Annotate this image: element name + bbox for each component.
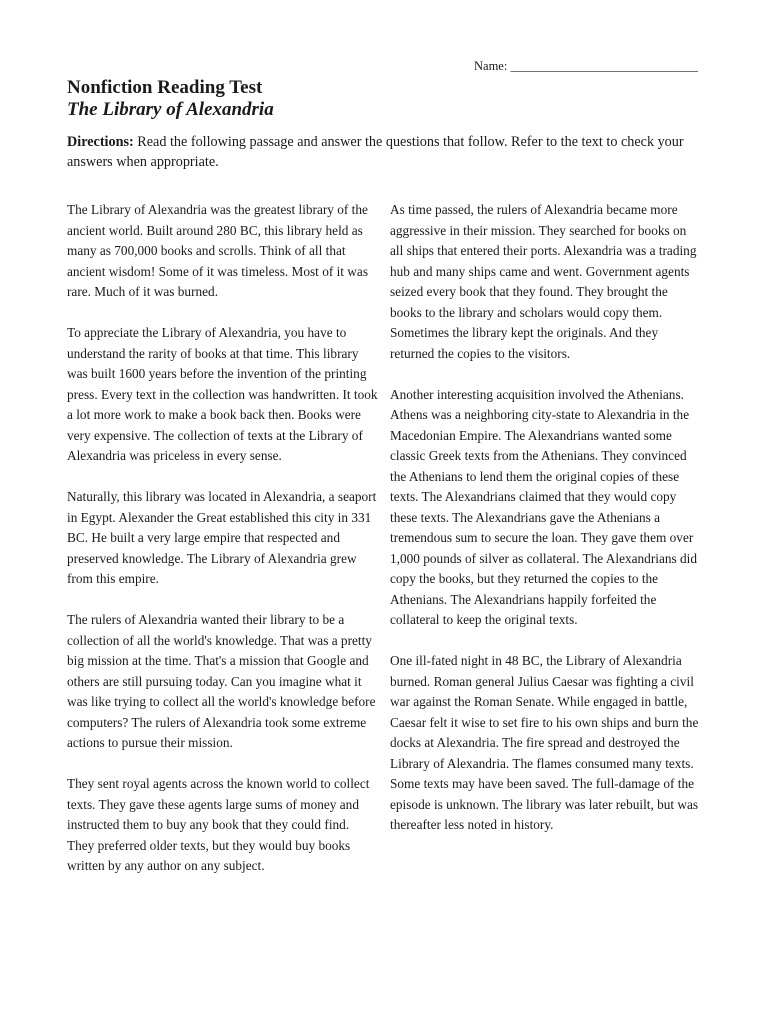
directions-label: Directions: xyxy=(67,134,134,150)
passage-paragraph: The rulers of Alexandria wanted their library to be a collection of all the world's knowledge. That was a pretty big mission at the time. That's a mission that Google and others are still pursuing today. Can you imagine what it was like trying to collect all the world's knowledge before computers? The rulers of Alexandria took some extreme actions to pursue their mission. xyxy=(67,612,376,750)
name-field-line: Name: ______________________________ xyxy=(474,59,698,73)
passage-paragraph: Naturally, this library was located in Alexandria, a seaport in Egypt. Alexander the Great established this city in 331 BC. He built a very large empire that respected and preserved knowledge. The Library of Alexandria grew from this empire. xyxy=(67,489,377,586)
directions-block xyxy=(67,133,697,172)
directions-text: Read the following passage and answer the questions that follow. Refer to the text to check your answers when appropriate. xyxy=(67,134,684,170)
passage-paragraph: As time passed, the rulers of Alexandria became more aggressive in their mission. They searched for books on all ships that entered their ports. Alexandria was a trading hub and many ships came and went. Government agents seized every book that they found. They brought the books to the library and scholars would copy them. Sometimes the library kept the originals. And they returned the copies to the visitors. xyxy=(390,202,697,361)
passage-right-column xyxy=(390,200,702,856)
page-subtitle: The Library of Alexandria xyxy=(67,99,274,120)
passage-paragraph: Another interesting acquisition involved the Athenians. Athens was a neighboring city-state to Alexandria in the Macedonian Empire. The Alexandrians wanted some classic Greek texts from the Athenians. They convinced the Athenians to lend them the original copies of these texts. The Alexandrians claimed that they would copy these texts. The Alexandrians gave the Athenians a tremendous sum to secure the loan. They gave them over 1,000 pounds of silver as collateral. The Alexandrians did copy the books, but they returned the copies to the Athenians. The Alexandrians happily forfeited the collateral to keep the original texts. xyxy=(390,386,697,627)
passage-paragraph: The Library of Alexandria was the greatest library of the ancient world. Built around 280 BC, this library held as many as 700,000 books and scrolls. Think of all that ancient wisdom! Some of it was timeless. Most of it was rare. Much of it was burned. xyxy=(67,202,368,299)
passage-paragraph: They sent royal agents across the known world to collect texts. They gave these agents large sums of money and instructed them to buy any book that they could find. They preferred older texts, but they would buy books written by any author on any subject. xyxy=(67,776,370,873)
passage-paragraph: One ill-fated night in 48 BC, the Library of Alexandria burned. Roman general Julius Caesar was fighting a civil war against the Roman Senate. While engaged in battle, Caesar felt it wise to set fire to his own ships and burn the docks at Alexandria. The fire spread and destroyed the Library of Alexandria. The flames consumed many texts. Some texts may have been saved. The full-damage of the episode is unknown. The library was later rebuilt, but was thereafter less noted in history. xyxy=(390,653,699,832)
passage-left-column xyxy=(67,200,379,897)
passage-paragraph: To appreciate the Library of Alexandria, you have to understand the rarity of books at that time. This library was built 1600 years before the invention of the printing press. Every text in the collection was handwritten. It took a lot more work to make a book back then. Books were very expensive. The collection of texts at the Library of Alexandria was priceless in every sense. xyxy=(67,325,378,463)
page-title: Nonfiction Reading Test xyxy=(67,77,263,98)
